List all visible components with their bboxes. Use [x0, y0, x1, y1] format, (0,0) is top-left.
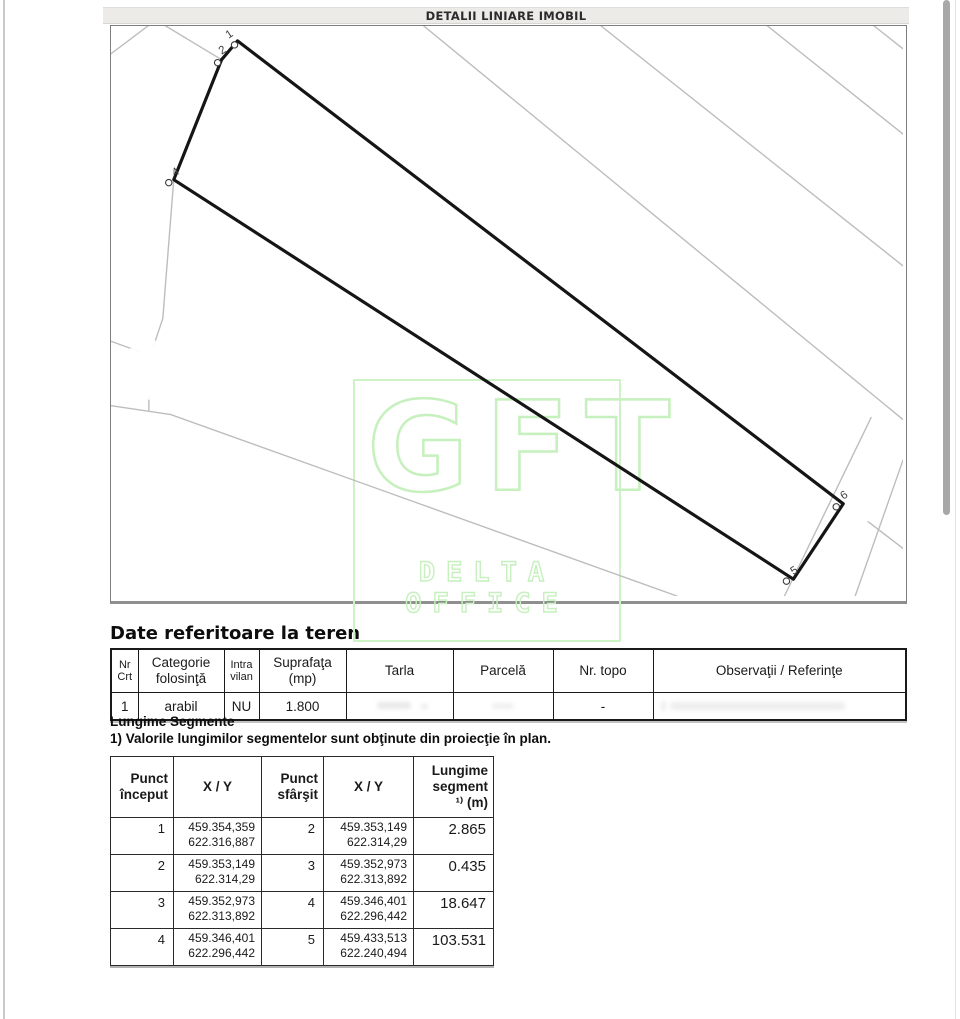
neighbor-line: [111, 26, 148, 54]
neighbor-parcel-lines: [111, 26, 903, 596]
segment-row: [111, 818, 494, 855]
header-line: sfârşit: [277, 787, 318, 802]
seg-cell-xy-start: [174, 818, 262, 855]
document-title: DETALII LINIARE IMOBIL: [425, 9, 587, 23]
redacted-smudge: [492, 703, 514, 709]
vertex-marker-1: [231, 42, 237, 48]
coord-x: 459.433,513: [340, 931, 407, 945]
land-col-observatii: Observaţii / Referinţe: [653, 649, 906, 693]
vertex-marker-6: [833, 504, 839, 510]
header-line: Nr: [118, 659, 131, 671]
segment-row: [111, 929, 494, 966]
redacted-smudge: [421, 704, 428, 709]
coord-x: 459.353,149: [340, 820, 407, 834]
coord-y: 622.313,892: [188, 909, 255, 923]
page-edge-right: [955, 0, 956, 1019]
vertex-marker-4: [166, 179, 172, 185]
redacted-smudge: [377, 702, 411, 709]
segments-table-header-row: [111, 757, 494, 818]
land-cell-parcela: [453, 693, 553, 721]
seg-cell-p-start: 4: [111, 929, 174, 966]
seg-col-punct-sfarsit: [262, 757, 324, 818]
segment-row: [111, 892, 494, 929]
coord-x: 459.353,149: [188, 857, 255, 871]
seg-cell-length: 0.435: [414, 855, 494, 892]
seg-cell-length: 18.647: [414, 892, 494, 929]
neighbor-line: [166, 26, 222, 60]
neighbor-line: [855, 460, 903, 596]
parcel-plan-drawing: [111, 26, 903, 596]
seg-cell-xy-end: [324, 855, 414, 892]
seg-cell-p-end: 2: [262, 818, 324, 855]
segments-section-heading: Lungime Segmente: [110, 714, 235, 729]
land-cell-tarla: [346, 693, 453, 721]
seg-cell-p-start: 3: [111, 892, 174, 929]
land-cell-observatii: [653, 693, 906, 721]
watermark-text-gft: GFT: [367, 376, 687, 520]
seg-cell-length: 103.531: [414, 929, 494, 966]
coord-y: 622.296,442: [188, 946, 255, 960]
seg-cell-xy-end: [324, 929, 414, 966]
erased-area-smudge: [121, 340, 181, 399]
coord-y: 622.314,29: [346, 835, 407, 849]
vertex-label: 4: [169, 165, 182, 180]
coord-y: 622.314,29: [194, 872, 255, 886]
seg-cell-p-end: 4: [262, 892, 324, 929]
seg-cell-xy-end: [324, 818, 414, 855]
parcel-outline: [174, 41, 843, 579]
land-cell-nr: 1: [111, 693, 138, 721]
land-col-categorie: [138, 649, 224, 693]
header-line: ¹⁾ (m): [455, 795, 488, 810]
vertex-marker-2: [214, 60, 220, 66]
header-line: vilan: [230, 671, 253, 683]
header-line: Suprafaţa: [273, 655, 332, 670]
header-line: Intra: [230, 659, 253, 671]
seg-cell-p-end: 3: [262, 855, 324, 892]
vertex-labels: [170, 28, 850, 578]
scrollbar-thumb[interactable]: [943, 0, 950, 515]
header-line: Lungime: [431, 763, 488, 778]
land-col-parcela: Parcelă: [453, 649, 553, 693]
cadastral-map: [110, 25, 907, 619]
coord-y: 622.296,442: [340, 909, 407, 923]
coord-x: 459.352,973: [188, 894, 255, 908]
seg-col-punct-inceput: [111, 757, 174, 818]
coord-y: 622.240,494: [340, 946, 407, 960]
seg-cell-p-start: 2: [111, 855, 174, 892]
watermark-text-delta-office: DELTA OFFICE: [405, 557, 569, 619]
land-col-nr-crt: [111, 649, 138, 693]
neighbor-line: [874, 26, 903, 49]
land-cell-nr-topo: -: [553, 693, 653, 721]
seg-cell-p-start: 1: [111, 818, 174, 855]
coord-y: 622.316,887: [188, 835, 255, 849]
vertex-label: 2: [216, 43, 229, 58]
land-table-header-row: [111, 649, 906, 693]
seg-cell-xy-start: [174, 892, 262, 929]
seg-cell-xy-start: [174, 929, 262, 966]
neighbor-line: [601, 26, 903, 266]
vertex-marker-5: [783, 578, 789, 584]
header-line: Crt: [117, 671, 133, 683]
land-cell-intravilan: NU: [224, 693, 259, 721]
redacted-smudge: [670, 702, 845, 710]
document-title-bar: [103, 7, 909, 24]
vertex-label: 1: [223, 27, 236, 42]
land-cell-categorie: arabil: [138, 693, 224, 721]
segment-row: [111, 855, 494, 892]
vertex-label: 6: [838, 488, 851, 503]
land-col-suprafata: [259, 649, 346, 693]
header-line: Punct: [130, 771, 168, 786]
coord-y: 622.313,892: [340, 872, 407, 886]
redacted-smudge: [662, 701, 665, 711]
seg-cell-xy-start: [174, 855, 262, 892]
land-table: [110, 648, 907, 721]
land-cell-suprafata: 1.800: [259, 693, 346, 721]
land-col-tarla: Tarla: [346, 649, 453, 693]
neighbor-line: [424, 26, 903, 420]
header-line: folosinţă: [155, 671, 207, 686]
coord-x: 459.346,401: [340, 894, 407, 908]
segments-table: [110, 756, 494, 966]
seg-col-lungime: [414, 757, 494, 818]
segments-footnote: 1) Valorile lungimilor segmentelor sunt obţinute din proiecţie în plan.: [110, 731, 552, 746]
seg-cell-xy-end: [324, 892, 414, 929]
header-line: (mp): [288, 671, 317, 686]
seg-col-xy-start: X / Y: [174, 757, 262, 818]
vertex-markers: [166, 42, 840, 585]
header-line: început: [119, 787, 168, 802]
coord-x: 459.352,973: [340, 857, 407, 871]
seg-cell-p-end: 5: [262, 929, 324, 966]
neighbor-line: [768, 26, 903, 134]
vertex-label: 5: [788, 564, 801, 578]
coord-x: 459.354,359: [188, 820, 255, 834]
neighbor-line: [784, 418, 871, 596]
page-edge-left: [3, 0, 5, 1019]
seg-col-xy-end: X / Y: [324, 757, 414, 818]
header-line: segment: [432, 779, 488, 794]
land-section-heading: Date referitoare la teren: [110, 623, 361, 644]
header-line: Categorie: [151, 655, 211, 670]
seg-cell-length: 2.865: [414, 818, 494, 855]
land-col-nr-topo: Nr. topo: [553, 649, 653, 693]
land-col-intravilan: [224, 649, 259, 693]
header-line: Punct: [280, 771, 318, 786]
neighbor-line: [111, 406, 677, 596]
neighbor-line: [153, 180, 174, 349]
coord-x: 459.346,401: [188, 931, 255, 945]
